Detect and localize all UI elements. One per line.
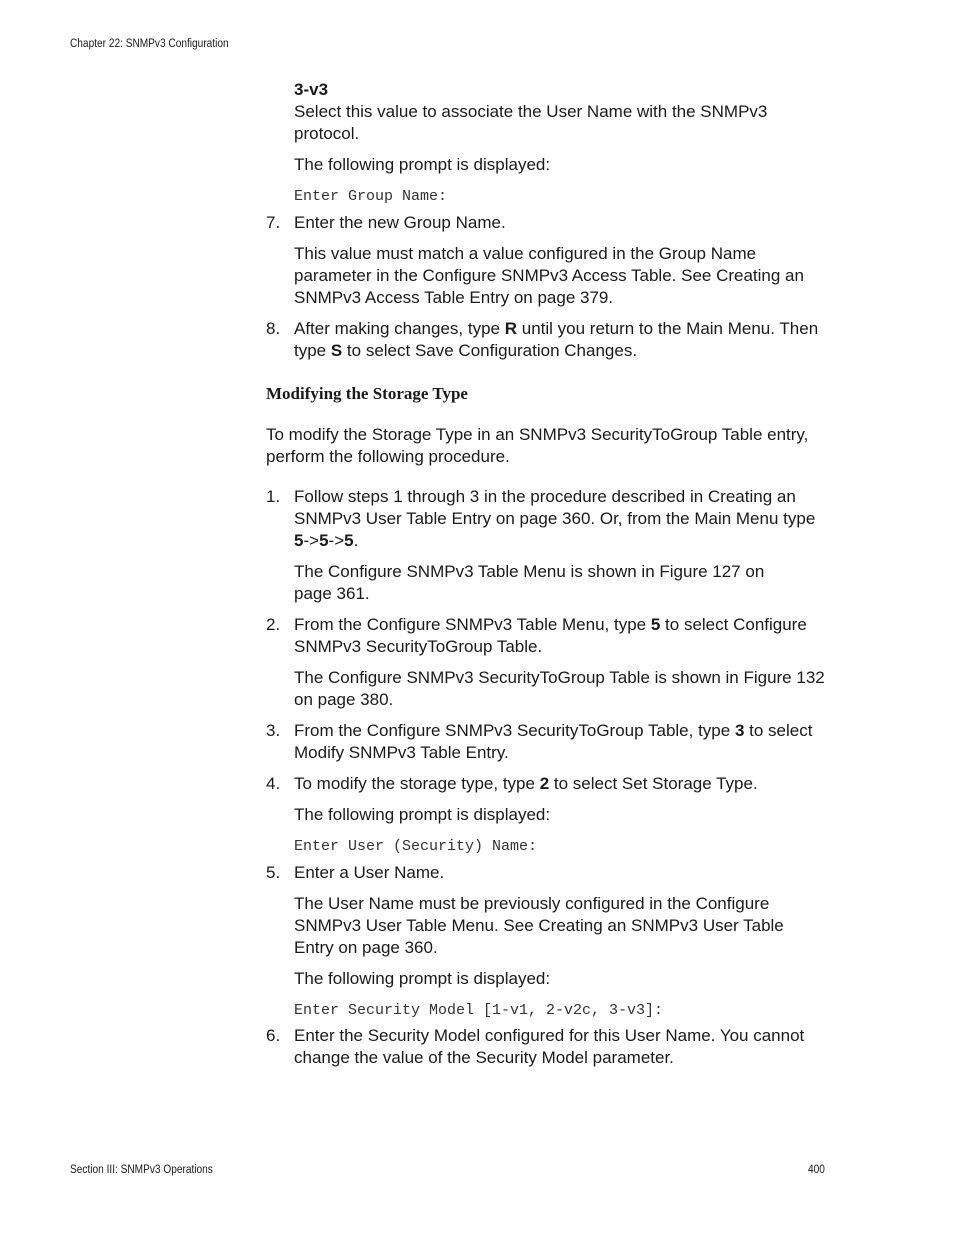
running-footer: Section III: SNMPv3 Operations <box>70 1164 213 1176</box>
procedure-intro: To modify the Storage Type in an SNMPv3 SecurityToGroup Table entry, perform the following procedure. <box>266 425 809 466</box>
step-number: 1. <box>266 487 281 506</box>
step-3-text: From the Configure SNMPv3 SecurityToGroup Table, type 3 to select Modify SNMPv3 Table Entry. <box>294 721 813 762</box>
step-2-note: The Configure SNMPv3 SecurityToGroup Table is shown in Figure 132 on page 380. <box>294 668 825 709</box>
step-number: 4. <box>266 774 281 793</box>
step-5-note: The User Name must be previously configured in the Configure SNMPv3 User Table Menu. See Creating an SNMPv3 User Table Entry on page 360. <box>294 894 784 957</box>
step-1-text: Follow steps 1 through 3 in the procedure described in Creating an SNMPv3 User Table Entry on page 360. Or, from the Main Menu type 5->5->5. <box>294 487 816 550</box>
prompt-intro: The following prompt is displayed: <box>294 805 551 824</box>
step-7-text: Enter the new Group Name. <box>294 213 506 232</box>
section-heading: Modifying the Storage Type <box>266 384 468 403</box>
prompt-group-name: Enter Group Name: <box>294 188 448 205</box>
step-number: 8. <box>266 319 281 338</box>
option-v3-label: 3-v3 <box>294 80 329 99</box>
prompt-intro: The following prompt is displayed: <box>294 969 551 988</box>
step-1-note: The Configure SNMPv3 Table Menu is shown in Figure 127 on page 361. <box>294 562 765 603</box>
step-7-note: This value must match a value configured in the Group Name parameter in the Configure SNMPv3 Access Table. See Creating an SNMPv3 Access Table Entry on page 379. <box>294 244 804 307</box>
step-number: 3. <box>266 721 281 740</box>
prompt-intro: The following prompt is displayed: <box>294 155 551 174</box>
step-8-text: After making changes, type R until you return to the Main Menu. Then type S to select Save Configuration Changes. <box>294 319 819 360</box>
step-number: 7. <box>266 213 281 232</box>
prompt-security-model: Enter Security Model [1-v1, 2-v2c, 3-v3]: <box>294 1002 664 1019</box>
page-number: 400 <box>808 1164 825 1176</box>
option-v3-description: Select this value to associate the User Name with the SNMPv3 protocol. <box>294 102 768 143</box>
step-4-text: To modify the storage type, type 2 to select Set Storage Type. <box>294 774 758 793</box>
step-number: 6. <box>266 1026 281 1045</box>
step-6-text: Enter the Security Model configured for this User Name. You cannot change the value of the Security Model parameter. <box>294 1026 805 1067</box>
step-5-text: Enter a User Name. <box>294 863 445 882</box>
running-header: Chapter 22: SNMPv3 Configuration <box>70 38 229 50</box>
step-number: 5. <box>266 863 281 882</box>
step-number: 2. <box>266 615 281 634</box>
step-2-text: From the Configure SNMPv3 Table Menu, type 5 to select Configure SNMPv3 SecurityToGroup Table. <box>294 615 807 656</box>
prompt-user-name: Enter User (Security) Name: <box>294 838 538 855</box>
